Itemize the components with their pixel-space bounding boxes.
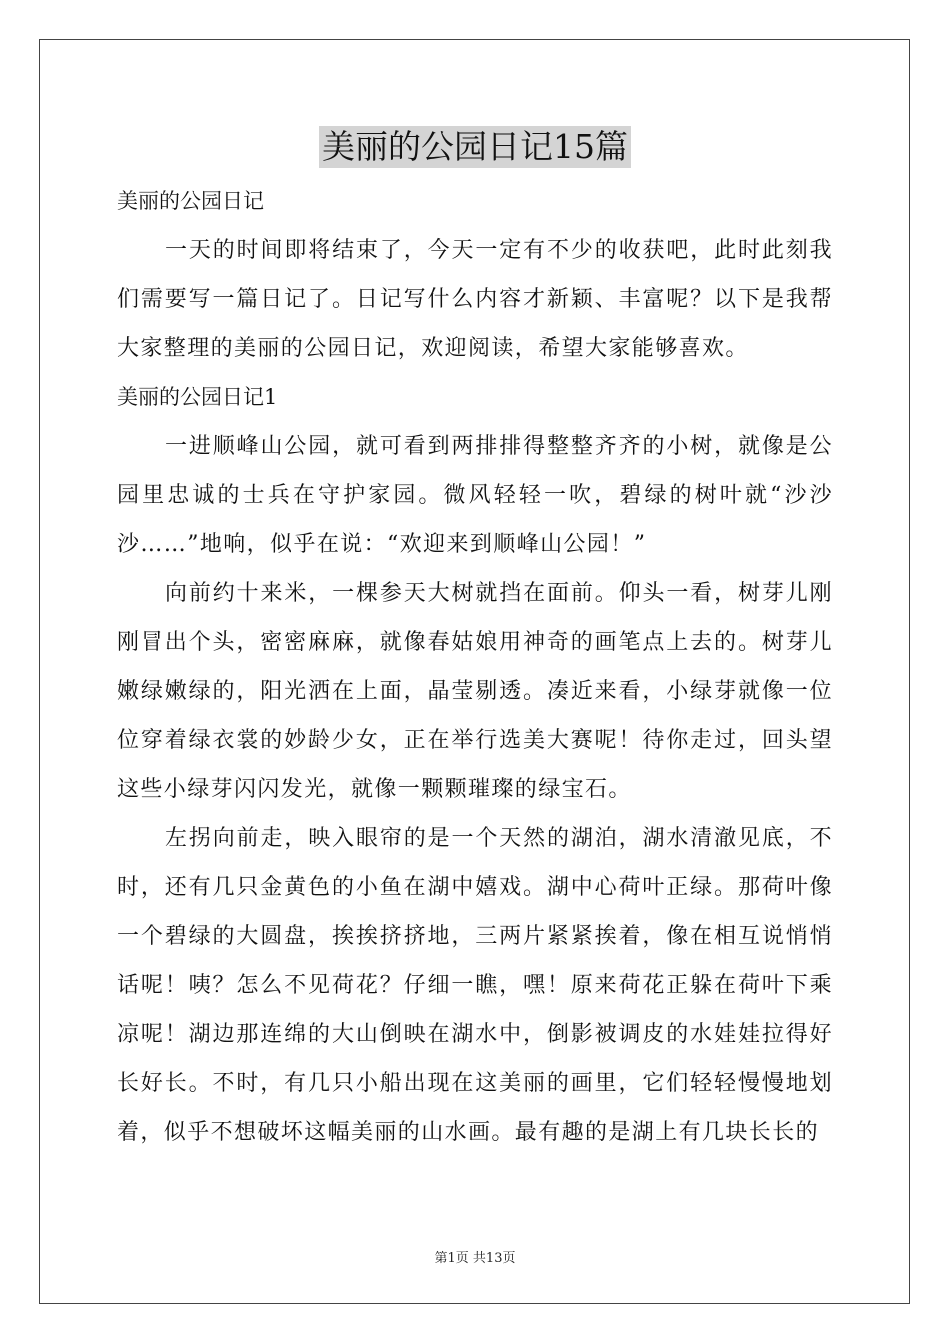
document-body bbox=[117, 177, 833, 1157]
section-heading: 美丽的公园日记1 bbox=[117, 385, 278, 409]
paragraph: 向前约十来米，一棵参天大树就挡在面前。仰头一看，树芽儿刚刚冒出个头，密密麻麻，就像春姑娘用神奇的画笔点上去的。树芽儿嫩绿嫩绿的，阳光洒在上面，晶莹剔透。凑近来看，小绿芽就像一位位穿着绿衣裳的妙龄少女，正在举行选美大赛呢！待你走过，回头望这些小绿芽闪闪发光，就像一颗颗璀璨的绿宝石。 bbox=[117, 581, 833, 802]
paragraph: 左拐向前走，映入眼帘的是一个天然的湖泊，湖水清澈见底，不时，还有几只金黄色的小鱼在湖中嬉戏。湖中心荷叶正绿。那荷叶像一个碧绿的大圆盘，挨挨挤挤地，三两片紧紧挨着，像在相互说悄悄话呢！咦？怎么不见荷花？仔细一瞧，嘿！原来荷花正躲在荷叶下乘凉呢！湖边那连绵的大山倒映在湖水中，倒影被调皮的水娃娃拉得好长好长。不时，有几只小船出现在这美丽的画里，它们轻轻慢慢地划着，似乎不想破坏这幅美丽的山水画。最有趣的是湖上有几块长长的 bbox=[117, 826, 833, 1145]
paragraph: 一进顺峰山公园，就可看到两排排得整整齐齐的小树，就像是公园里忠诚的士兵在守护家园。微风轻轻一吹，碧绿的树叶就“沙沙沙……”地响，似乎在说：“欢迎来到顺峰山公园！” bbox=[117, 434, 833, 557]
document-title: 美丽的公园日记15篇 bbox=[319, 126, 631, 168]
paragraph: 一天的时间即将结束了，今天一定有不少的收获吧，此时此刻我们需要写一篇日记了。日记写什么内容才新颖、丰富呢？以下是我帮大家整理的美丽的公园日记，欢迎阅读，希望大家能够喜欢。 bbox=[117, 238, 833, 361]
section-heading: 美丽的公园日记 bbox=[117, 189, 264, 213]
page-footer: 第1页 共13页 bbox=[434, 1251, 516, 1266]
title-wrap bbox=[0, 126, 950, 168]
